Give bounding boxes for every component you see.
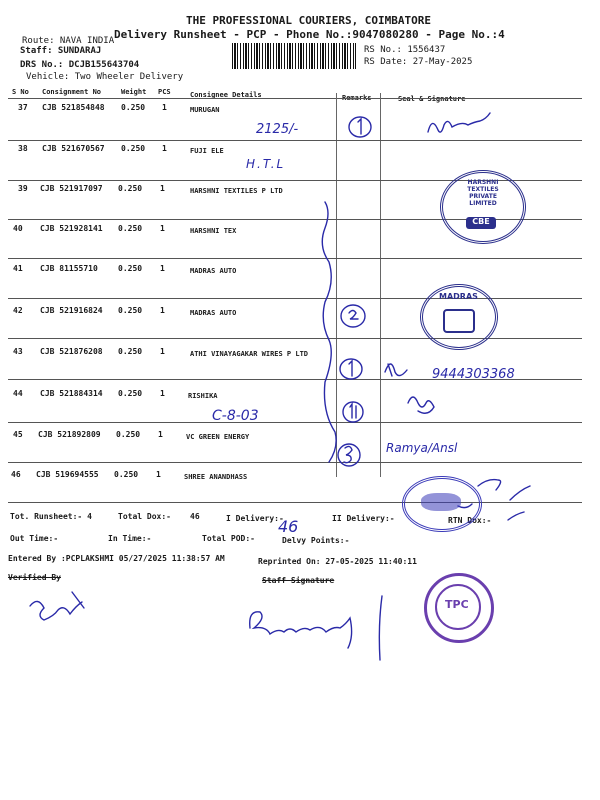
row-sno: 40 xyxy=(13,224,23,233)
drs-label: DRS No.: DCJB155643704 xyxy=(20,60,140,70)
harshni-seal xyxy=(440,170,526,244)
row-pcs: 1 xyxy=(158,430,163,439)
hw-total: 46 xyxy=(278,517,299,536)
row-weight: 0.250 xyxy=(118,306,143,315)
delivery-seal xyxy=(402,476,482,532)
in-time: In Time:- xyxy=(108,534,152,543)
row-weight: 0.250 xyxy=(114,470,139,479)
row-consignee: MADRAS AUTO xyxy=(190,309,237,317)
staff-signature-label: Staff Signature xyxy=(262,576,335,585)
vehicle-label: Vehicle: Two Wheeler Delivery xyxy=(26,72,184,82)
out-time: Out Time:- xyxy=(10,534,59,543)
total-dox-value: 46 xyxy=(190,512,200,521)
rs-no: RS No.: 1556437 xyxy=(364,45,446,55)
hw-code: C-8-03 xyxy=(212,408,259,424)
row-weight: 0.250 xyxy=(116,430,141,439)
rtn-dox: RTN Dox:- xyxy=(448,516,492,525)
row-consignee: HARSHNI TEXTILES P LTD xyxy=(190,187,283,195)
harshni-seal-center: CBE xyxy=(466,217,496,229)
runsheet-title: Delivery Runsheet - PCP - Phone No.:9047080280 - Page No.:4 xyxy=(114,28,505,41)
row-sno: 39 xyxy=(18,184,28,193)
row-consignment: CJB 521854848 xyxy=(42,103,105,112)
row-consignment: CJB 81155710 xyxy=(40,264,98,273)
row-sno: 38 xyxy=(18,144,28,153)
madras-seal-center xyxy=(443,309,475,333)
row-consignee: RISHIKA xyxy=(188,392,218,400)
row-consignment: CJB 521884314 xyxy=(40,389,103,398)
company-title: THE PROFESSIONAL COURIERS, COIMBATORE xyxy=(186,14,432,27)
total-dox-label: Total Dox:- xyxy=(118,512,171,521)
row-sno: 37 xyxy=(18,103,28,112)
row-weight: 0.250 xyxy=(118,264,143,273)
i-delivery: I Delivery:- xyxy=(226,514,284,523)
row-sno: 41 xyxy=(13,264,23,273)
madras-seal xyxy=(420,284,498,350)
delivery-seal-center xyxy=(421,493,461,511)
row-consignee: FUJI ELE xyxy=(190,147,224,155)
tpc-seal-text: TPC xyxy=(445,598,469,611)
col-consignment: Consignment No xyxy=(42,88,102,96)
madras-seal-text: MADRAS xyxy=(439,292,478,301)
col-weight: Weight xyxy=(121,88,147,96)
row-consignment: CJB 519694555 xyxy=(36,470,99,479)
row-sno: 45 xyxy=(13,430,23,439)
row-consignee: HARSHNI TEX xyxy=(190,227,237,235)
row-weight: 0.250 xyxy=(121,144,146,153)
row-consignee: VC GREEN ENERGY xyxy=(186,433,250,441)
row-consignee: SHREE ANANDHASS xyxy=(184,473,248,481)
row-weight: 0.250 xyxy=(121,103,146,112)
row-weight: 0.250 xyxy=(118,184,143,193)
route-label: Route: NAVA INDIA xyxy=(22,36,115,46)
col-pcs: PCS xyxy=(158,88,171,96)
rs-date: RS Date: 27-May-2025 xyxy=(364,57,473,67)
row-pcs: 1 xyxy=(160,264,165,273)
hw-name: Ramya/Ansl xyxy=(386,441,458,455)
row-consignment: CJB 521892809 xyxy=(38,430,101,439)
entered-by: Entered By :PCPLAKSHMI 05/27/2025 11:38:57 AM xyxy=(8,554,225,563)
row-sno: 44 xyxy=(13,389,23,398)
total-runsheet: Tot. Runsheet:- 4 xyxy=(10,512,92,521)
row-consignment: CJB 521670567 xyxy=(42,144,105,153)
row-pcs: 1 xyxy=(160,347,165,356)
row-weight: 0.250 xyxy=(118,347,143,356)
row-consignee: MADRAS AUTO xyxy=(190,267,237,275)
row-pcs: 1 xyxy=(160,389,165,398)
ii-delivery: II Delivery:- xyxy=(332,514,395,523)
col-consignee: Consignee Details xyxy=(190,91,262,99)
row-consignee: MURUGAN xyxy=(190,106,220,114)
total-pod: Total POD:- xyxy=(202,534,255,543)
row-sno: 42 xyxy=(13,306,23,315)
row-consignment: CJB 521928141 xyxy=(40,224,103,233)
row-consignment: CJB 521917097 xyxy=(40,184,103,193)
row-consignment: CJB 521876208 xyxy=(40,347,103,356)
hw-amount: 2125/- xyxy=(256,122,299,137)
hw-phone: 9444303368 xyxy=(432,367,515,382)
row-pcs: 1 xyxy=(160,224,165,233)
row-sno: 43 xyxy=(13,347,23,356)
delvy-points: Delvy Points:- xyxy=(282,536,350,545)
tpc-seal xyxy=(424,573,494,643)
row-weight: 0.250 xyxy=(118,224,143,233)
staff-label: Staff: SUNDARAJ xyxy=(20,46,102,56)
row-pcs: 1 xyxy=(162,103,167,112)
col-sno: S No xyxy=(12,88,29,96)
row-consignment: CJB 521916824 xyxy=(40,306,103,315)
col-seal: Seal & Signature xyxy=(398,95,466,103)
harshni-seal-text: HARSHNI TEXTILES PRIVATE LIMITED xyxy=(467,179,499,207)
reprinted-on: Reprinted On: 27-05-2025 11:40:11 xyxy=(258,557,417,566)
row-pcs: 1 xyxy=(160,306,165,315)
verified-by: Verified By xyxy=(8,573,61,582)
row-pcs: 1 xyxy=(160,184,165,193)
row-pcs: 1 xyxy=(156,470,161,479)
row-pcs: 1 xyxy=(162,144,167,153)
hw-htl: H.T.L xyxy=(246,157,286,171)
col-remarks: Remarks xyxy=(342,94,372,102)
row-consignee: ATHI VINAYAGAKAR WIRES P LTD xyxy=(190,350,309,358)
row-sno: 46 xyxy=(11,470,21,479)
row-weight: 0.250 xyxy=(118,389,143,398)
